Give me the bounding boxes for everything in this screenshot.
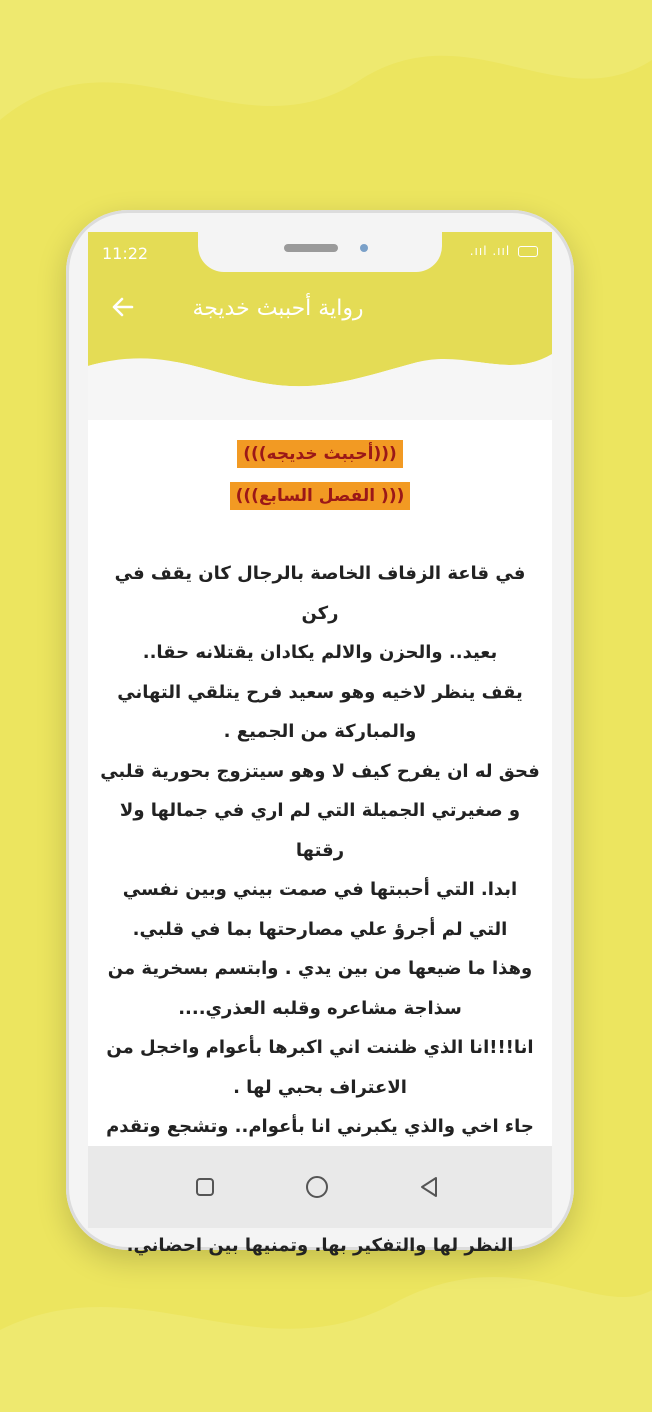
body-line: انا!!!انا الذي ظننت اني اكبرها بأعوام واخجل من [106, 1037, 534, 1058]
body-line: بعيد.. والحزن والالم يكادان يقتلانه حقا.. [142, 642, 498, 663]
triangle-back-icon [414, 1172, 444, 1202]
body-line: التي لم أجرؤ علي مصارحتها بما في قلبي. [132, 918, 508, 940]
recents-button[interactable] [190, 1172, 220, 1202]
body-line: الاعتراف بحبي لها . [233, 1076, 407, 1098]
back-button[interactable] [108, 294, 138, 324]
camera-icon [360, 244, 368, 252]
body-line: والمباركة من الجميع . [223, 721, 417, 742]
camera-notch [198, 232, 442, 272]
phone-frame [66, 210, 574, 1256]
circle-icon [302, 1172, 332, 1202]
chapter-content[interactable] [88, 432, 552, 1256]
speaker-icon [284, 244, 338, 252]
status-time: 11:22 [102, 244, 149, 263]
signal-icon: .ııl .ııl [469, 244, 511, 258]
body-line: جاء اخي والذي يكبرني انا بأعوام.. وتشجع وتقدم [106, 1116, 534, 1137]
body-line: سذاجة مشاعره وقلبه العذري.... [178, 997, 462, 1019]
body-line: يقف ينظر لاخيه وهو سعيد فرح يتلقي التهاني [117, 681, 523, 703]
chapter-tag-number: ((( الفصل السابع))) [230, 482, 411, 510]
app-screen [88, 232, 552, 1256]
header-wave-decoration [88, 340, 552, 420]
chapter-tag-title: (((أحببث خديجه))) [237, 440, 403, 468]
system-nav-bar [88, 1146, 552, 1228]
body-line: و صغيرتي الجميلة التي لم اري في جمالها ولا رقتها [119, 800, 521, 861]
phone-screen-bezel [88, 232, 552, 1256]
body-line: ابدا. التي أحببتها في صمت بيني وبين نفسي [122, 879, 518, 900]
body-line: فحق له ان يفرح كيف لا وهو سيتزوج بحورية قلبي [100, 760, 540, 782]
square-icon [190, 1172, 220, 1202]
battery-icon [518, 246, 538, 257]
body-line: وهذا ما ضيعها من بين يدي . وابتسم بسخرية من [107, 958, 533, 979]
status-icons [470, 244, 538, 258]
nav-back-button[interactable] [414, 1172, 444, 1202]
arrow-left-icon [110, 294, 136, 320]
home-button[interactable] [302, 1172, 332, 1202]
body-line: النظر لها والتفكير بها. وتمنيها بين احضاني. [126, 1234, 514, 1256]
body-line: في قاعة الزفاف الخاصة بالرجال كان يقف في ركن [114, 563, 526, 624]
page-title: رواية أحببث خديجة [192, 296, 364, 321]
